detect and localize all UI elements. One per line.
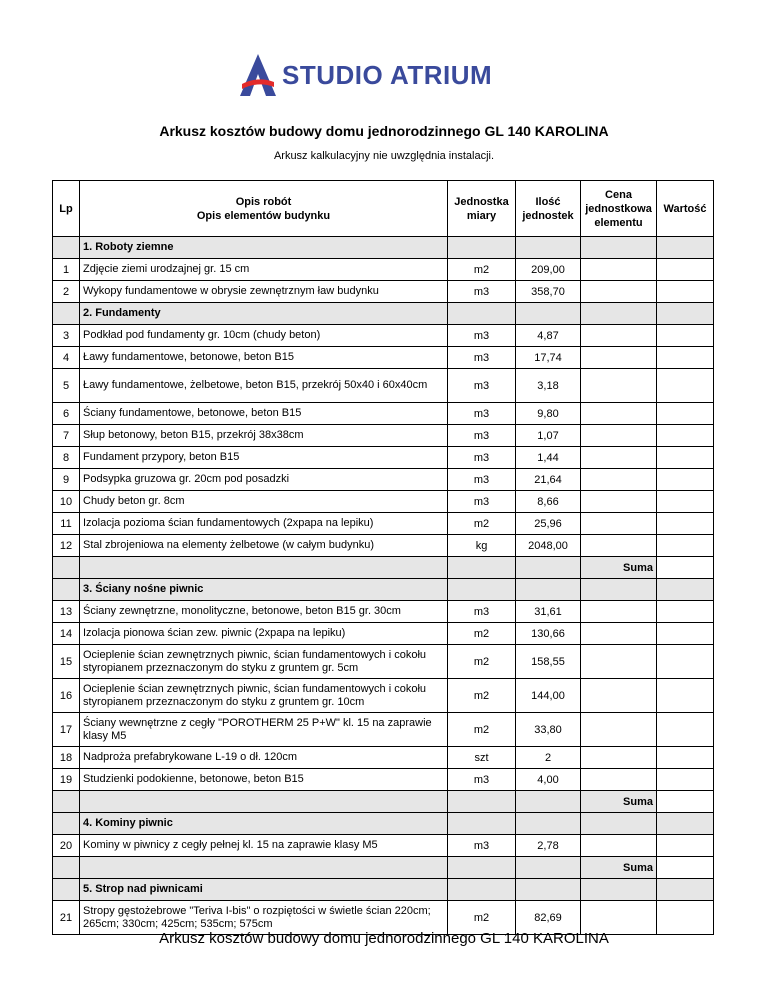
cell-qty: 4,00	[516, 769, 581, 791]
cell-value	[657, 325, 714, 347]
header-price-line3: elementu	[594, 216, 643, 229]
cell-value	[657, 237, 714, 259]
cell-value	[657, 281, 714, 303]
table-row	[53, 679, 714, 713]
cell-qty	[516, 857, 581, 879]
cell-unit	[448, 303, 516, 325]
cell-lp: 13	[53, 601, 80, 623]
section-title: 3. Ściany nośne piwnic	[80, 579, 448, 601]
logo-text: STUDIO ATRIUM	[282, 59, 493, 90]
cell-unit: m2	[448, 623, 516, 645]
cell-lp: 3	[53, 325, 80, 347]
cell-desc: Ławy fundamentowe, betonowe, beton B15	[80, 347, 448, 369]
cell-lp	[53, 857, 80, 879]
cost-table	[52, 180, 714, 935]
cell-qty: 31,61	[516, 601, 581, 623]
cell-value	[657, 491, 714, 513]
cell-value	[657, 601, 714, 623]
cell-value	[657, 425, 714, 447]
atrium-logo-icon	[240, 54, 276, 96]
sum-value	[657, 791, 714, 813]
cell-value	[657, 813, 714, 835]
cell-desc: Ściany zewnętrzne, monolityczne, betonowe, beton B15 gr. 30cm	[80, 601, 448, 623]
cell-desc: Izolacja pionowa ścian zew. piwnic (2xpapa na lepiku)	[80, 623, 448, 645]
cell-unit: m2	[448, 713, 516, 747]
cell-unit: m3	[448, 403, 516, 425]
cell-unit: m3	[448, 447, 516, 469]
cell-lp: 18	[53, 747, 80, 769]
cell-value	[657, 747, 714, 769]
table-row	[53, 535, 714, 557]
table-row	[53, 601, 714, 623]
cell-unit: m3	[448, 325, 516, 347]
table-row	[53, 281, 714, 303]
cell-price	[581, 425, 657, 447]
sum-row	[53, 857, 714, 879]
cell-qty: 358,70	[516, 281, 581, 303]
cell-lp: 9	[53, 469, 80, 491]
cell-unit	[448, 813, 516, 835]
cell-unit: kg	[448, 535, 516, 557]
cell-lp: 11	[53, 513, 80, 535]
cell-desc: Zdjęcie ziemi urodzajnej gr. 15 cm	[80, 259, 448, 281]
table-row	[53, 835, 714, 857]
sum-label: Suma	[581, 791, 657, 813]
cell-desc: Stal zbrojeniowa na elementy żelbetowe (w całym budynku)	[80, 535, 448, 557]
cell-qty: 82,69	[516, 901, 581, 935]
cell-unit: m3	[448, 835, 516, 857]
cell-value	[657, 369, 714, 403]
cell-qty: 158,55	[516, 645, 581, 679]
cell-value	[657, 713, 714, 747]
cell-value	[657, 447, 714, 469]
cell-qty: 144,00	[516, 679, 581, 713]
cell-desc: Ściany wewnętrzne z cegły "POROTHERM 25 P+W" kl. 15 na zaprawie klasy M5	[80, 713, 448, 747]
table-row	[53, 491, 714, 513]
section-row	[53, 303, 714, 325]
cell-qty: 4,87	[516, 325, 581, 347]
cell-qty: 33,80	[516, 713, 581, 747]
header-qty-line2: jednostek	[522, 209, 574, 222]
cell-unit: m2	[448, 679, 516, 713]
cell-lp: 6	[53, 403, 80, 425]
cell-price	[581, 645, 657, 679]
cell-qty	[516, 303, 581, 325]
cell-value	[657, 469, 714, 491]
cell-unit	[448, 879, 516, 901]
cell-price	[581, 623, 657, 645]
section-title: 4. Kominy piwnic	[80, 813, 448, 835]
cell-value	[657, 645, 714, 679]
header-desc-line2: Opis elementów budynku	[196, 209, 331, 222]
cell-lp	[53, 813, 80, 835]
cell-lp: 1	[53, 259, 80, 281]
cell-desc: Podsypka gruzowa gr. 20cm pod posadzki	[80, 469, 448, 491]
cell-qty: 2	[516, 747, 581, 769]
cell-unit: m3	[448, 601, 516, 623]
cell-desc	[80, 857, 448, 879]
cell-qty	[516, 791, 581, 813]
table-header-row	[53, 181, 714, 237]
cell-price	[581, 713, 657, 747]
section-title: 2. Fundamenty	[80, 303, 448, 325]
cell-value	[657, 679, 714, 713]
cell-unit: m2	[448, 259, 516, 281]
sum-row	[53, 557, 714, 579]
cell-qty	[516, 879, 581, 901]
cell-price	[581, 679, 657, 713]
cell-desc: Słup betonowy, beton B15, przekrój 38x38cm	[80, 425, 448, 447]
table-row	[53, 513, 714, 535]
table-body	[53, 237, 714, 935]
cell-qty: 1,44	[516, 447, 581, 469]
cell-value	[657, 535, 714, 557]
section-row	[53, 879, 714, 901]
section-title: 1. Roboty ziemne	[80, 237, 448, 259]
header-description	[80, 181, 448, 237]
cell-desc	[80, 791, 448, 813]
cell-value	[657, 303, 714, 325]
cell-price	[581, 447, 657, 469]
cell-desc: Nadproża prefabrykowane L-19 o dł. 120cm	[80, 747, 448, 769]
cell-value	[657, 769, 714, 791]
cell-lp: 19	[53, 769, 80, 791]
cell-unit: m3	[448, 369, 516, 403]
cell-price	[581, 347, 657, 369]
header-quantity	[516, 181, 581, 237]
cell-price	[581, 769, 657, 791]
cell-price	[581, 491, 657, 513]
cell-qty: 9,80	[516, 403, 581, 425]
cell-unit: m3	[448, 469, 516, 491]
cell-price	[581, 579, 657, 601]
cell-qty: 209,00	[516, 259, 581, 281]
cell-value	[657, 347, 714, 369]
cell-price	[581, 879, 657, 901]
cell-value	[657, 835, 714, 857]
page-title: Arkusz kosztów budowy domu jednorodzinnego GL 140 KAROLINA	[159, 123, 609, 139]
cell-lp: 4	[53, 347, 80, 369]
table-row	[53, 469, 714, 491]
cell-value	[657, 623, 714, 645]
header-unit-line2: miary	[466, 209, 497, 222]
cell-qty	[516, 237, 581, 259]
cell-lp: 8	[53, 447, 80, 469]
header-lp: Lp	[53, 181, 80, 237]
cell-unit	[448, 237, 516, 259]
cell-lp: 14	[53, 623, 80, 645]
cell-desc: Stropy gęstożebrowe "Teriva I-bis" o rozpiętości w świetle ścian 220cm; 265cm; 330cm; 425cm; 535cm; 575cm	[80, 901, 448, 935]
cell-desc: Ściany fundamentowe, betonowe, beton B15	[80, 403, 448, 425]
cell-price	[581, 747, 657, 769]
cell-lp	[53, 303, 80, 325]
table-row	[53, 259, 714, 281]
cell-desc: Studzienki podokienne, betonowe, beton B15	[80, 769, 448, 791]
cell-lp	[53, 579, 80, 601]
cell-lp: 5	[53, 369, 80, 403]
cell-qty: 25,96	[516, 513, 581, 535]
table-row	[53, 425, 714, 447]
company-logo	[240, 50, 492, 100]
cell-unit: m3	[448, 491, 516, 513]
cell-qty	[516, 579, 581, 601]
cell-value	[657, 579, 714, 601]
cell-qty	[516, 557, 581, 579]
cell-lp	[53, 237, 80, 259]
cell-lp	[53, 791, 80, 813]
header-unit-line1: Jednostka	[454, 195, 509, 208]
cell-lp	[53, 557, 80, 579]
section-row	[53, 579, 714, 601]
cell-unit: m2	[448, 901, 516, 935]
section-title: 5. Strop nad piwnicami	[80, 879, 448, 901]
cell-desc: Izolacja pozioma ścian fundamentowych (2xpapa na lepiku)	[80, 513, 448, 535]
header-unit-price	[581, 181, 657, 237]
cell-qty: 1,07	[516, 425, 581, 447]
section-row	[53, 237, 714, 259]
cell-desc: Chudy beton gr. 8cm	[80, 491, 448, 513]
cell-unit	[448, 791, 516, 813]
sum-value	[657, 557, 714, 579]
cell-price	[581, 325, 657, 347]
cell-price	[581, 601, 657, 623]
cell-qty: 130,66	[516, 623, 581, 645]
cell-value	[657, 513, 714, 535]
cell-qty: 21,64	[516, 469, 581, 491]
cell-price	[581, 835, 657, 857]
sum-row	[53, 791, 714, 813]
cell-desc: Ocieplenie ścian zewnętrznych piwnic, ścian fundamentowych i cokołu styropianem przeznaczonym do styku z gruntem gr. 10cm	[80, 679, 448, 713]
cell-price	[581, 259, 657, 281]
cell-lp	[53, 879, 80, 901]
cell-qty: 2048,00	[516, 535, 581, 557]
cell-lp: 21	[53, 901, 80, 935]
cell-lp: 7	[53, 425, 80, 447]
table-row	[53, 747, 714, 769]
cell-price	[581, 403, 657, 425]
cell-desc: Podkład pod fundamenty gr. 10cm (chudy beton)	[80, 325, 448, 347]
table-row	[53, 325, 714, 347]
cell-desc: Ocieplenie ścian zewnętrznych piwnic, ścian fundamentowych i cokołu styropianem przeznaczonym do styku z gruntem gr. 5cm	[80, 645, 448, 679]
cell-qty: 3,18	[516, 369, 581, 403]
cell-lp: 10	[53, 491, 80, 513]
cell-value	[657, 879, 714, 901]
header-price-line2: jednostkowa	[585, 202, 652, 215]
sum-value	[657, 857, 714, 879]
cell-qty: 8,66	[516, 491, 581, 513]
cell-price	[581, 281, 657, 303]
header-desc-line1: Opis robót	[235, 195, 292, 208]
header-price-line1: Cena	[605, 188, 632, 201]
table-row	[53, 403, 714, 425]
cell-unit: m3	[448, 347, 516, 369]
table-row	[53, 713, 714, 747]
header-value: Wartość	[657, 181, 714, 237]
cell-desc: Wykopy fundamentowe w obrysie zewnętrznym ław budynku	[80, 281, 448, 303]
cell-price	[581, 303, 657, 325]
cell-price	[581, 535, 657, 557]
cell-price	[581, 369, 657, 403]
cell-unit: m2	[448, 513, 516, 535]
cell-unit: m3	[448, 769, 516, 791]
cell-lp: 17	[53, 713, 80, 747]
cell-value	[657, 259, 714, 281]
page-subtitle: Arkusz kalkulacyjny nie uwzględnia instalacji.	[273, 150, 495, 162]
cell-price	[581, 237, 657, 259]
cell-unit: m2	[448, 645, 516, 679]
table-row	[53, 369, 714, 403]
cell-unit: m3	[448, 425, 516, 447]
cell-lp: 12	[53, 535, 80, 557]
cell-desc: Fundament przypory, beton B15	[80, 447, 448, 469]
table-row	[53, 645, 714, 679]
cell-qty: 2,78	[516, 835, 581, 857]
cell-unit: m3	[448, 281, 516, 303]
cell-price	[581, 469, 657, 491]
sum-label: Suma	[581, 557, 657, 579]
cell-lp: 16	[53, 679, 80, 713]
cell-value	[657, 403, 714, 425]
cell-unit	[448, 579, 516, 601]
cell-qty	[516, 813, 581, 835]
cell-lp: 20	[53, 835, 80, 857]
cell-qty: 17,74	[516, 347, 581, 369]
cell-unit	[448, 557, 516, 579]
table-row	[53, 623, 714, 645]
cell-lp: 15	[53, 645, 80, 679]
cell-unit	[448, 857, 516, 879]
cell-price	[581, 813, 657, 835]
cell-desc: Kominy w piwnicy z cegły pełnej kl. 15 na zaprawie klasy M5	[80, 835, 448, 857]
cell-desc: Ławy fundamentowe, żelbetowe, beton B15, przekrój 50x40 i 60x40cm	[80, 369, 448, 403]
table-row	[53, 347, 714, 369]
table-row	[53, 447, 714, 469]
cell-unit: szt	[448, 747, 516, 769]
header-unit	[448, 181, 516, 237]
cell-price	[581, 513, 657, 535]
page-footer: Arkusz kosztów budowy domu jednorodzinnego GL 140 KAROLINA	[159, 930, 609, 947]
sum-label: Suma	[581, 857, 657, 879]
section-row	[53, 813, 714, 835]
cell-lp: 2	[53, 281, 80, 303]
table-row	[53, 769, 714, 791]
cell-desc	[80, 557, 448, 579]
header-qty-line1: Ilość	[535, 195, 561, 208]
